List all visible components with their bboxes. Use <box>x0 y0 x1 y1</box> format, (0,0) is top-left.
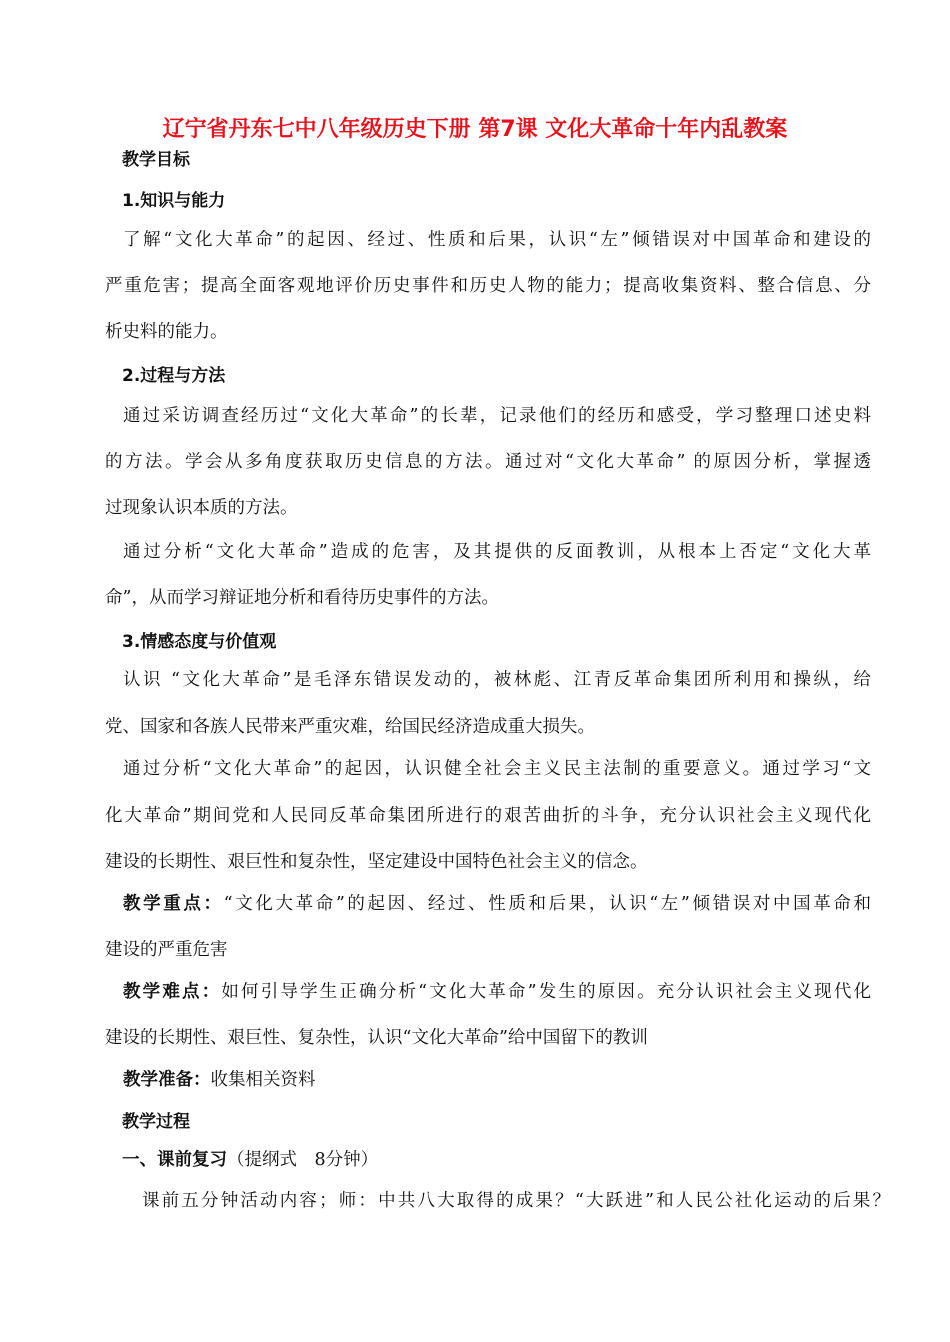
section1-line: 析史料的能力。 <box>105 322 228 342</box>
difficulties-label: 教学难点： <box>123 982 222 1002</box>
section2-heading: 2.过程与方法 <box>122 366 226 386</box>
section2-line: 通过采访调查经历过“文化大革命”的长辈，记录他们的经历和感受，学习整理口述史料 <box>123 406 871 426</box>
section2-line: 命”，从而学习辩证地分析和看待历史事件的方法。 <box>105 588 499 608</box>
key-points-label: 教学重点： <box>123 894 224 914</box>
difficulties-line: 建设的长期性、艰巨性、复杂性，认识“文化大革命”给中国留下的教训 <box>105 1028 648 1048</box>
section1-line: 严重危害；提高全面客观地评价历史事件和历史人物的能力；提高收集资料、整合信息、分 <box>105 276 871 296</box>
key-points-line <box>123 890 871 915</box>
objectives-heading: 教学目标 <box>122 150 190 170</box>
preparation-line <box>123 1066 316 1091</box>
section1-line: 了解“文化大革命”的起因、经过、性质和后果，认识“左”倾错误对中国革命和建设的 <box>123 230 871 250</box>
preparation-text: 收集相关资料 <box>210 1070 316 1090</box>
key-points-line: 建设的严重危害 <box>105 940 228 960</box>
review-line <box>122 1146 378 1171</box>
section3-line: 化大革命”期间党和人民同反革命集团所进行的艰苦曲折的斗争，充分认识社会主义现代化 <box>105 806 871 826</box>
section3-line: 建设的长期性、艰巨性和复杂性，坚定建设中国特色社会主义的信念。 <box>105 852 648 872</box>
difficulties-text: 如何引导学生正确分析“文化大革命”发生的原因。充分认识社会主义现代化 <box>221 982 872 1002</box>
section3-heading: 3.情感态度与价值观 <box>122 632 277 652</box>
review-label: 一、课前复习 <box>122 1150 227 1170</box>
key-points-text: “文化大革命”的起因、经过、性质和后果，认识“左”倾错误对中国革命和 <box>223 894 871 914</box>
section2-line: 通过分析“文化大革命”造成的危害，及其提供的反面教训，从根本上否定“文化大革 <box>123 542 871 562</box>
section1-heading: 1.知识与能力 <box>122 191 226 211</box>
difficulties-line <box>123 978 871 1003</box>
section2-line: 过现象认识本质的方法。 <box>105 498 298 518</box>
document-title: 辽宁省丹东七中八年级历史下册 第7课 文化大革命十年内乱教案 <box>162 117 788 142</box>
review-note: （提纲式 8分钟） <box>227 1150 379 1170</box>
section3-line: 认识 “文化大革命”是毛泽东错误发动的，被林彪、江青反革命集团所利用和操纵，给 <box>123 670 871 690</box>
section2-line: 的方法。学会从多角度获取历史信息的方法。通过对“文化大革命” 的原因分析，掌握透 <box>105 452 871 472</box>
process-heading: 教学过程 <box>122 1112 190 1132</box>
section3-line: 党、国家和各族人民带来严重灾难，给国民经济造成重大损失。 <box>105 717 595 737</box>
section3-line: 通过分析“文化大革命”的起因，认识健全社会主义民主法制的重要意义。通过学习“文 <box>123 759 871 779</box>
preparation-label: 教学准备： <box>123 1070 211 1090</box>
review-text: 课前五分钟活动内容；师：中共八大取得的成果？“大跃进”和人民公社化运动的后果？ <box>142 1191 890 1211</box>
